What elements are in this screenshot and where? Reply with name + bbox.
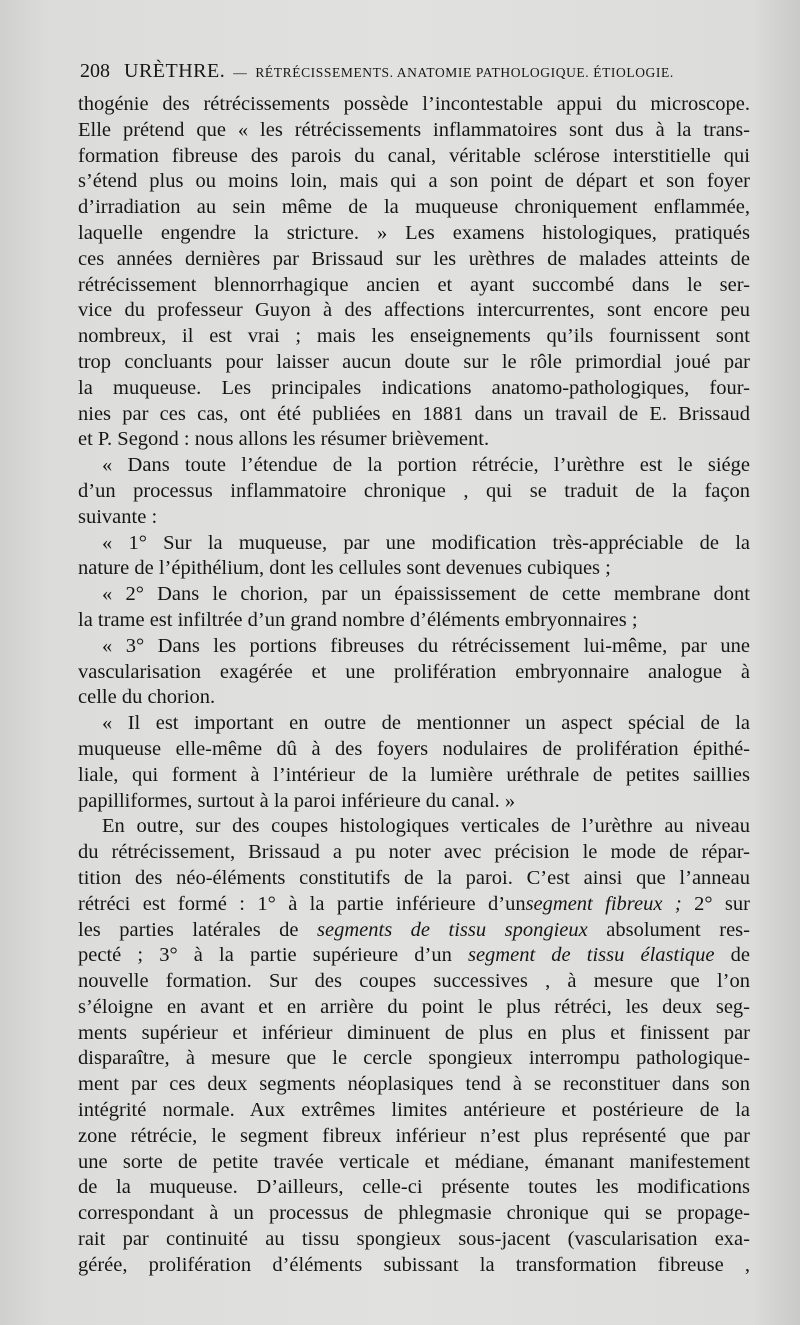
text-run: « Il est important en outre de mentionner un aspect spécial de la xyxy=(102,712,750,735)
text-run: correspondant à un processus de phlegmasie chronique qui se propage- xyxy=(78,1202,750,1225)
text-run: et P. Segond : nous allons les résumer brièvement. xyxy=(78,428,490,451)
text-run: de xyxy=(714,944,750,967)
text-run: de la muqueuse. D’ailleurs, celle-ci présente toutes les modifications xyxy=(78,1176,750,1199)
text-run: rétrécissement blennorrhagique ancien et ayant succombé dans le ser- xyxy=(78,273,750,296)
text-run: disparaître, à mesure que le cercle spongieux interrompu pathologique- xyxy=(78,1047,750,1070)
text-run: s’étend plus ou moins loin, mais qui a son point de départ et son foyer xyxy=(78,170,750,193)
text-run: formation fibreuse des parois du canal, véritable sclérose interstitielle qui xyxy=(78,144,750,167)
text-line xyxy=(78,918,750,944)
text-line xyxy=(78,995,750,1021)
text-run: nature de l’épithélium, dont les cellules sont devenues cubiques ; xyxy=(78,557,611,580)
text-run: une sorte de petite travée verticale et médiane, émanant manifestement xyxy=(78,1150,750,1173)
text-run: nombreux, il est vrai ; mais les enseignements qu’ils fournissent sont xyxy=(78,325,750,348)
text-run: rétréci est formé : 1° à la partie inférieure d’un xyxy=(78,892,526,915)
text-line xyxy=(78,531,750,557)
text-line xyxy=(78,660,750,686)
text-line xyxy=(78,840,750,866)
text-line xyxy=(78,1072,750,1098)
text-run: d’irradiation au sein même de la muqueuse chroniquement enflammée, xyxy=(78,196,750,219)
text-line xyxy=(78,763,750,789)
text-line xyxy=(78,505,750,531)
text-line xyxy=(78,195,750,221)
text-line xyxy=(78,376,750,402)
text-run: liale, qui forment à l’intérieur de la lumière uréthrale de petites saillies xyxy=(78,763,750,786)
section-title: URÈTHRE. xyxy=(124,60,226,82)
text-run: nouvelle formation. Sur des coupes successives , à mesure que l’on xyxy=(78,970,750,993)
text-run: « Dans toute l’étendue de la portion rétrécie, l’urèthre est le siége xyxy=(102,454,750,477)
section-subtitle: RÉTRÉCISSEMENTS. ANATOMIE PATHOLOGIQUE. ÉTIOLOGIE. xyxy=(255,65,674,80)
text-run: d’un processus inflammatoire chronique , qui se traduit de la façon xyxy=(78,479,750,502)
text-run: En outre, sur des coupes histologiques verticales de l’urèthre au niveau xyxy=(102,815,750,838)
text-run: vice du professeur Guyon à des affections intercurrentes, sont encore peu xyxy=(78,299,750,322)
italic-term: segments de tissu spongieux xyxy=(317,918,588,941)
text-run: tition des néo-éléments constitutifs de la paroi. C’est ainsi que l’anneau xyxy=(78,866,750,889)
text-line xyxy=(78,866,750,892)
text-run: « 2° Dans le chorion, par un épaississement de cette membrane dont xyxy=(102,583,750,606)
text-line xyxy=(78,92,750,118)
text-run: zone rétrécie, le segment fibreux inférieur n’est plus représenté que par xyxy=(78,1124,750,1147)
text-run: pecté ; 3° à la partie supérieure d’un xyxy=(78,944,468,967)
text-line xyxy=(78,969,750,995)
text-line xyxy=(78,247,750,273)
text-run: la trame est infiltrée d’un grand nombre d’éléments embryonnaires ; xyxy=(78,608,638,631)
text-line xyxy=(78,711,750,737)
text-run: absolument res- xyxy=(587,918,750,941)
text-run: rait par continuité au tissu spongieux sous-jacent (vascularisation exa- xyxy=(78,1228,750,1251)
header-dash: — xyxy=(233,65,248,80)
text-run: ces années dernières par Brissaud sur les urèthres de malades atteints de xyxy=(78,247,750,270)
text-line xyxy=(78,453,750,479)
text-line xyxy=(78,1227,750,1253)
text-line xyxy=(78,634,750,660)
text-line xyxy=(78,221,750,247)
text-line xyxy=(78,685,750,711)
text-line xyxy=(78,1253,750,1279)
text-run: s’éloigne en avant et en arrière du point le plus rétréci, les deux seg- xyxy=(78,995,750,1018)
text-line xyxy=(78,1124,750,1150)
text-run: 2° sur xyxy=(681,892,750,915)
text-run: la muqueuse. Les principales indications anatomo-pathologiques, four- xyxy=(78,376,750,399)
text-run: ment par ces deux segments néoplasiques tend à se reconstituer dans son xyxy=(78,1073,750,1096)
text-run: celle du chorion. xyxy=(78,686,216,709)
italic-term: segment de tissu élastique xyxy=(467,944,715,967)
text-line xyxy=(78,324,750,350)
text-run: vascularisation exagérée et une prolifération embryonnaire analogue à xyxy=(78,660,750,683)
text-line xyxy=(78,789,750,815)
text-line xyxy=(78,402,750,428)
text-run: nies par ces cas, ont été publiées en 1881 dans un travail de E. Brissaud xyxy=(78,402,750,425)
text-line xyxy=(78,273,750,299)
italic-term: segment fibreux ; xyxy=(525,892,682,915)
text-line xyxy=(78,298,750,324)
body-text xyxy=(78,92,750,1279)
page-number: 208 xyxy=(80,60,110,82)
text-run: intégrité normale. Aux extrêmes limites antérieure et postérieure de la xyxy=(78,1099,750,1122)
text-line xyxy=(78,144,750,170)
text-run: muqueuse elle-même dû à des foyers nodulaires de prolifération épithé- xyxy=(78,737,750,760)
text-line xyxy=(78,1201,750,1227)
text-line xyxy=(78,1175,750,1201)
text-line xyxy=(78,427,750,453)
text-line xyxy=(78,892,750,918)
text-run: « 3° Dans les portions fibreuses du rétrécissement lui-même, par une xyxy=(102,634,750,657)
text-run: les parties latérales de xyxy=(78,918,318,941)
text-line xyxy=(78,350,750,376)
text-line xyxy=(78,943,750,969)
text-run: ments supérieur et inférieur diminuent de plus en plus et finissent par xyxy=(78,1021,750,1044)
text-run: thogénie des rétrécissements possède l’incontestable appui du microscope. xyxy=(78,93,750,115)
text-line xyxy=(78,1098,750,1124)
text-line xyxy=(78,1046,750,1072)
text-line xyxy=(78,1021,750,1047)
text-line xyxy=(78,169,750,195)
text-line xyxy=(78,479,750,505)
text-line xyxy=(78,737,750,763)
text-run: trop concluants pour laisser aucun doute sur le rôle primordial joué par xyxy=(78,350,750,373)
text-run: papilliformes, surtout à la paroi inférieure du canal. » xyxy=(78,789,516,812)
text-line xyxy=(78,608,750,634)
text-run: Elle prétend que « les rétrécissements inflammatoires sont dus à la trans- xyxy=(78,118,750,141)
text-run: suivante : xyxy=(78,505,158,528)
text-line xyxy=(78,582,750,608)
text-line xyxy=(78,814,750,840)
text-run: laquelle engendre la stricture. » Les examens histologiques, pratiqués xyxy=(78,221,750,244)
text-line xyxy=(78,556,750,582)
text-line xyxy=(78,1150,750,1176)
text-run: gérée, prolifération d’éléments subissant la transformation fibreuse , xyxy=(78,1253,750,1276)
text-run: du rétrécissement, Brissaud a pu noter avec précision le mode de répar- xyxy=(78,841,750,864)
running-header xyxy=(80,60,760,88)
text-line xyxy=(78,118,750,144)
text-run: « 1° Sur la muqueuse, par une modification très-appréciable de la xyxy=(102,531,750,554)
